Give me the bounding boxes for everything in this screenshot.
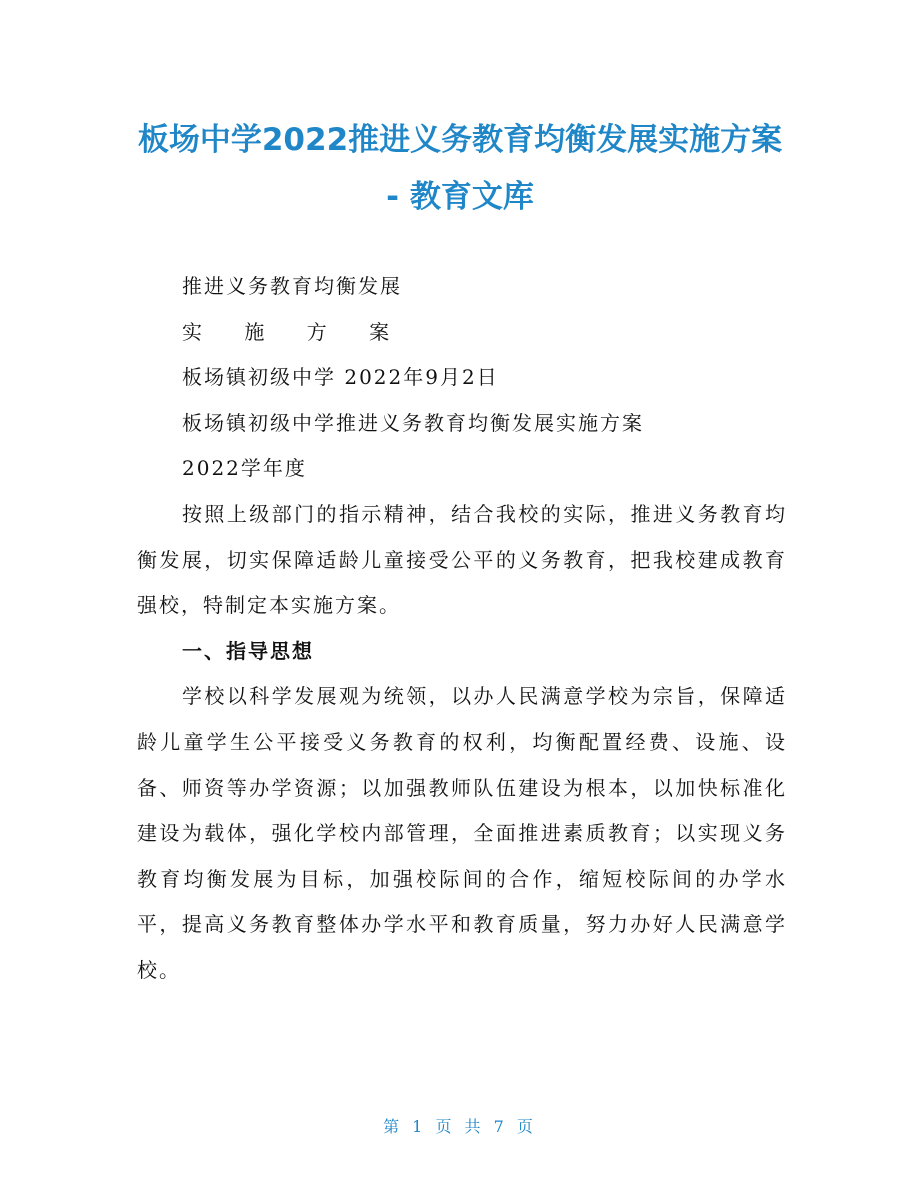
section-1-paragraph: 学校以科学发展观为统领，以办人民满意学校为宗旨，保障适龄儿童学生公平接受义务教育的权利，均衡配置经费、设施、设备、师资等办学资源；以加强教师队伍建设为根本，以加快标准化建设为载体，强化学校内部管理，全面推进素质教育；以实现义务教育均衡发展为目标，加强校际间的合作，缩短校际间的办学水平，提高义务教育整体办学水平和教育质量，努力办好人民满意学校。	[137, 684, 787, 982]
subtitle-line: 推进义务教育均衡发展	[182, 274, 402, 298]
plan-label: 实 施 方 案	[182, 319, 408, 344]
school-year-line: 2022学年度	[182, 456, 307, 481]
full-title-line: 板场镇初级中学推进义务教育均衡发展实施方案	[182, 410, 644, 435]
document-title	[100, 112, 820, 226]
page-footer: 第 1 页 共 7 页	[383, 1117, 537, 1136]
section-1-heading: 一、指导思想	[182, 638, 314, 663]
intro-paragraph: 按照上级部门的指示精神，结合我校的实际，推进义务教育均衡发展，切实保障适龄儿童接受公平的义务教育，把我校建成教育强校，特制定本实施方案。	[137, 501, 787, 618]
title-line-1: 板场中学2022推进义务教育均衡发展实施方案	[137, 122, 783, 158]
title-line-2: - 教育文库	[386, 179, 534, 215]
school-date-line: 板场镇初级中学 2022年9月2日	[182, 365, 499, 390]
document-body	[137, 264, 787, 994]
